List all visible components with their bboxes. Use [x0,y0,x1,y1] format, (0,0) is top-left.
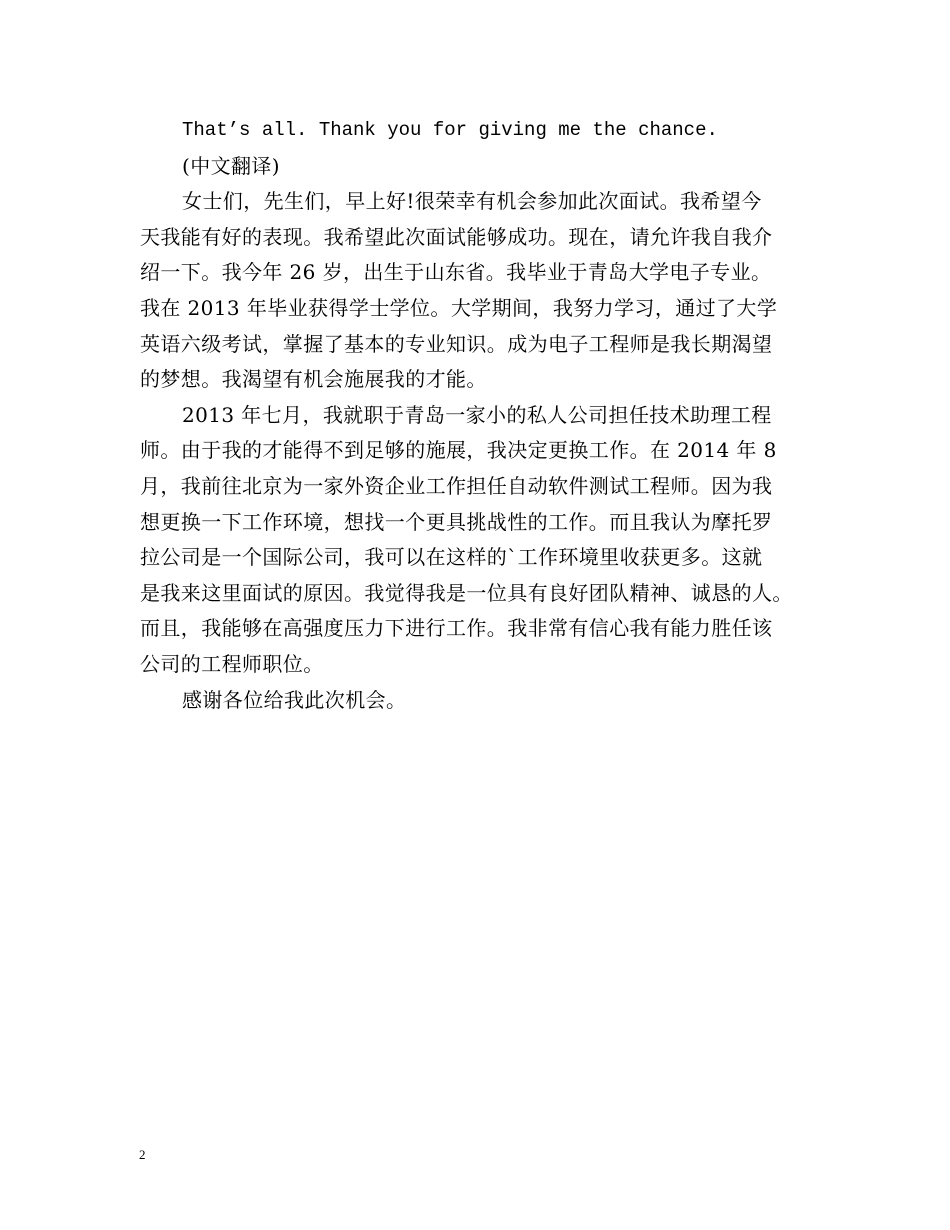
paragraph-2-line-7: 而且，我能够在高强度压力下进行工作。我非常有信心我有能力胜任该 [140,616,773,641]
paragraph-2-line-5: 拉公司是一个国际公司，我可以在这样的`工作环境里收获更多。这就 [140,545,763,570]
paragraph-1-line-3: 绍一下。我今年 26 岁，出生于山东省。我毕业于青岛大学电子专业。 [140,260,772,285]
paragraph-1-line-2: 天我能有好的表现。我希望此次面试能够成功。现在，请允许我自我介 [140,224,773,249]
closing-english-line: That’s all. Thank you for giving me the chance. [182,119,718,141]
page-number: 2 [139,1147,146,1162]
paragraph-2-line-2: 师。由于我的才能得不到足够的施展，我决定更换工作。在 2014 年 8 [140,438,777,463]
paragraph-1-line-6: 的梦想。我渴望有机会施展我的才能。 [140,367,487,392]
translation-heading: (中文翻译) [182,153,281,178]
paragraph-2-line-8: 公司的工程师职位。 [140,651,324,676]
paragraph-2-line-6: 是我来这里面试的原因。我觉得我是一位具有良好团队精神、诚恳的人。 [140,580,793,605]
paragraph-1-line-1: 女士们，先生们，早上好!很荣幸有机会参加此次面试。我希望今 [182,189,762,214]
document-body [140,113,830,718]
paragraph-1-line-4: 我在 2013 年毕业获得学士学位。大学期间，我努力学习，通过了大学 [140,295,778,320]
paragraph-2-line-3: 月，我前往北京为一家外资企业工作担任自动软件测试工程师。因为我 [140,473,773,498]
paragraph-1-line-5: 英语六级考试，掌握了基本的专业知识。成为电子工程师是我长期渴望 [140,331,773,356]
paragraph-2-line-1: 2013 年七月，我就职于青岛一家小的私人公司担任技术助理工程 [182,402,772,427]
closing-thanks-line: 感谢各位给我此次机会。 [182,687,407,712]
paragraph-2-line-4: 想更换一下工作环境，想找一个更具挑战性的工作。而且我认为摩托罗 [140,509,773,534]
